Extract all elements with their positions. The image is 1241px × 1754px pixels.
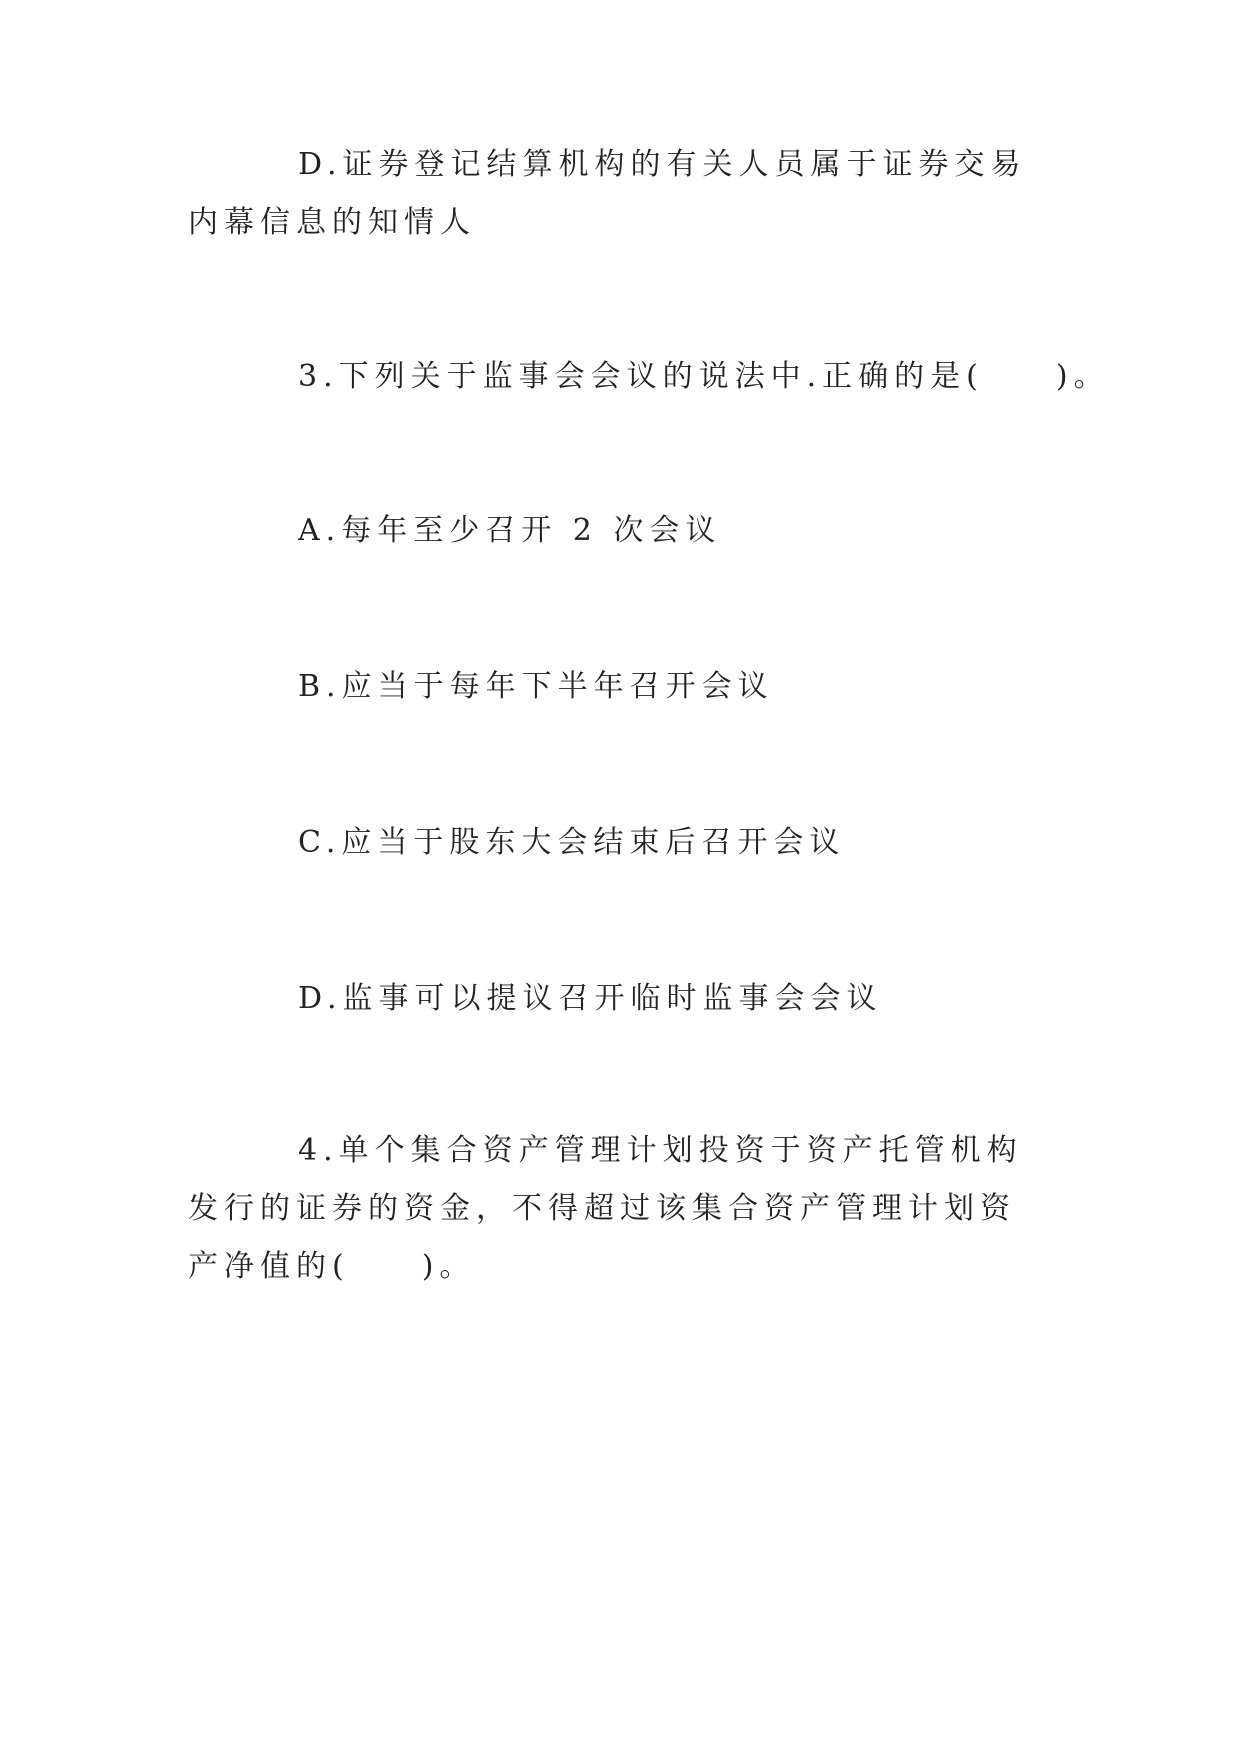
q3-option-b-text: B.应当于每年下半年召开会议 (298, 669, 774, 704)
q2-option-d-text: D.证券登记结算机构的有关人员属于证券交易内幕信息的知情人 (188, 147, 1027, 240)
q3-option-c-text: C.应当于股东大会结束后召开会议 (298, 825, 846, 860)
q3-option-d-text: D.监事可以提议召开临时监事会会议 (298, 981, 883, 1016)
q3-option-a-text: A.每年至少召开 2 次会议 (298, 513, 722, 548)
q4-question-text: 4.单个集合资产管理计划投资于资产托管机构发行的证券的资金，不得超过该集合资产管理计划资产净值的( )。 (188, 1133, 1023, 1284)
q3-question-text: 3.下列关于监事会会议的说法中.正确的是( )。 (298, 359, 1110, 394)
